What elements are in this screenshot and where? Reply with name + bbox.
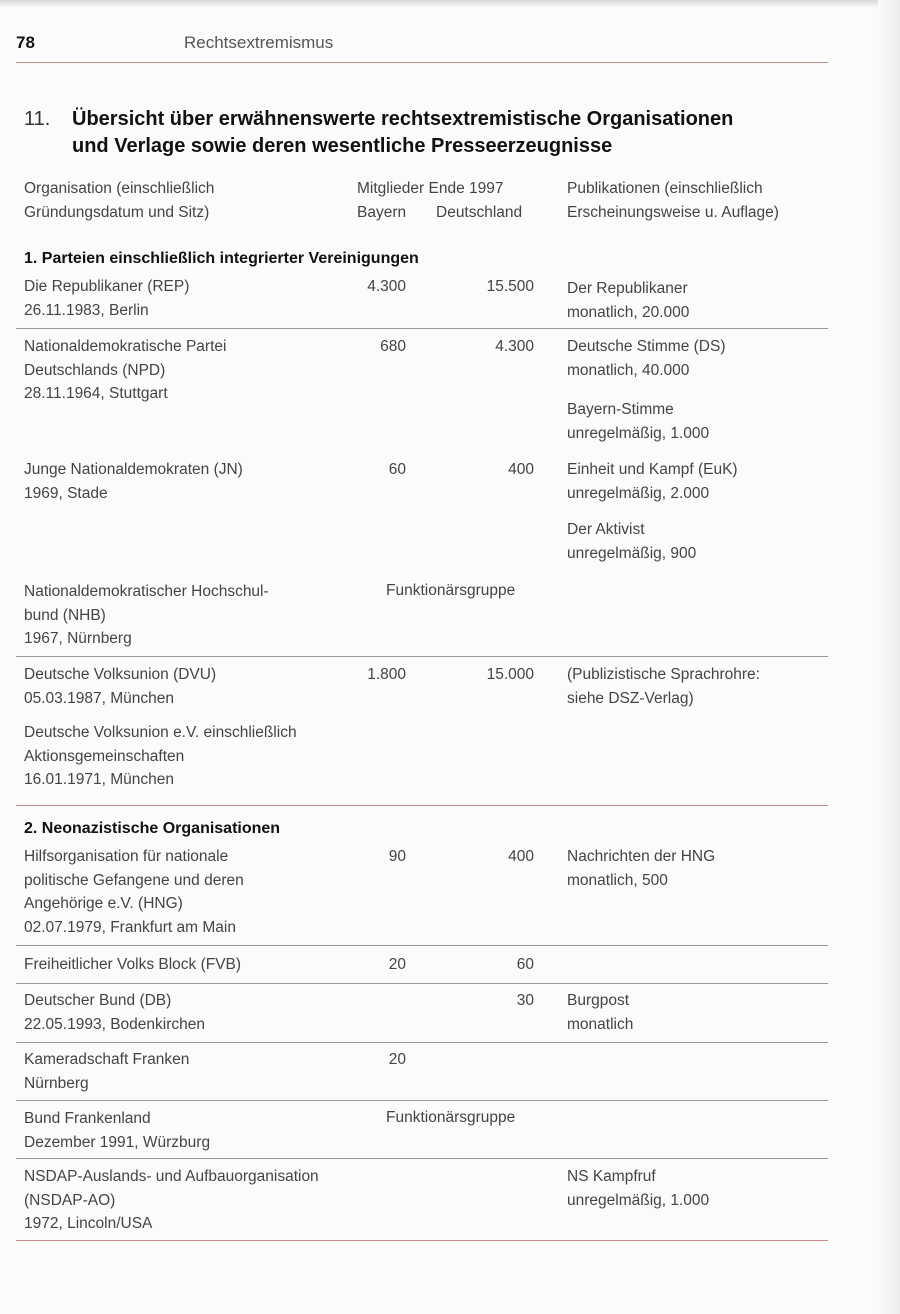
members-bayern: 1.800 [367, 666, 406, 683]
group-heading: 2. Neonazistische Organisationen [24, 820, 281, 837]
pub-line: monatlich, 20.000 [567, 303, 690, 321]
publication-cell [567, 845, 715, 892]
members-deutschland: 15.500 [486, 278, 534, 295]
org-line: Nürnberg [24, 1074, 89, 1092]
pub-line: unregelmäßig, 1.000 [567, 1191, 710, 1209]
org-line: 1967, Nürnberg [24, 630, 132, 647]
publication-cell [567, 335, 725, 382]
org-cell [24, 1165, 319, 1236]
table-bottom-rule [16, 1240, 828, 1241]
org-cell [24, 1107, 210, 1154]
members-deutschland: 30 [516, 992, 534, 1009]
page-right-shadow [878, 0, 900, 1314]
org-line: 05.03.1987, München [24, 689, 174, 707]
column-header-organisation [24, 177, 214, 225]
org-line: 1972, Lincoln/USA [24, 1215, 153, 1232]
section-title-line: Übersicht über erwähnenswerte rechtsextremistische Organisationen [72, 108, 734, 130]
org-cell [24, 458, 243, 505]
org-line: bund (NHB) [24, 606, 106, 624]
org-line: Deutschlands (NPD) [24, 361, 166, 379]
column-header-line: Mitglieder Ende 1997 [357, 180, 504, 197]
row-divider [16, 656, 828, 657]
column-header-line: Gründungsdatum und Sitz) [24, 204, 210, 221]
members-bayern: 20 [388, 1051, 406, 1068]
org-line: Deutsche Volksunion (DVU) [24, 666, 217, 683]
org-line: Angehörige e.V. (HNG) [24, 895, 183, 912]
publication-cell [567, 518, 696, 565]
group-divider [16, 805, 828, 806]
org-line: Bund Frankenland [24, 1110, 151, 1127]
section-number: 11. [24, 108, 51, 130]
pub-line: Deutsche Stimme (DS) [567, 338, 726, 355]
members-note: Funktionärsgruppe [386, 1109, 516, 1126]
column-header-line: Organisation (einschließlich [24, 180, 215, 197]
pub-line: unregelmäßig, 1.000 [567, 424, 710, 442]
members-bayern: 4.300 [367, 278, 406, 295]
org-line: Dezember 1991, Würzburg [24, 1133, 211, 1151]
pub-line: Der Aktivist [567, 521, 645, 538]
pub-line: monatlich, 500 [567, 871, 668, 889]
column-header-line: Erscheinungsweise u. Auflage) [567, 204, 779, 221]
section-title [72, 106, 812, 160]
org-line: Deutscher Bund (DB) [24, 992, 172, 1009]
publication-cell [567, 1165, 709, 1212]
org-cell [24, 335, 226, 406]
row-divider [16, 945, 828, 946]
row-divider [16, 328, 828, 329]
org-line: (NSDAP-AO) [24, 1191, 116, 1209]
pub-line: unregelmäßig, 900 [567, 544, 697, 562]
pub-line: Der Republikaner [567, 280, 688, 297]
org-line: 26.11.1983, Berlin [24, 301, 149, 319]
pub-line: Nachrichten der HNG [567, 848, 716, 865]
org-cell [24, 721, 297, 792]
pub-line: siehe DSZ-Verlag) [567, 689, 694, 707]
row-divider [16, 1042, 828, 1043]
org-line: Junge Nationaldemokraten (JN) [24, 461, 243, 478]
pub-line: unregelmäßig, 2.000 [567, 484, 710, 502]
pub-line: monatlich, 40.000 [567, 361, 690, 379]
running-title: Rechtsextremismus [184, 33, 334, 52]
org-line: NSDAP-Auslands- und Aufbauorganisation [24, 1168, 319, 1185]
org-line: Kameradschaft Franken [24, 1051, 190, 1068]
org-line: Freiheitlicher Volks Block (FVB) [24, 956, 242, 973]
row-divider [16, 1100, 828, 1101]
column-header-publications [567, 177, 779, 225]
members-deutschland: 400 [508, 848, 534, 865]
members-deutschland: 15.000 [486, 666, 534, 683]
org-cell [24, 1048, 189, 1095]
org-line: Aktionsgemeinschaften [24, 747, 185, 765]
pub-line: Bayern-Stimme [567, 401, 674, 418]
org-line: 16.01.1971, München [24, 771, 174, 788]
members-bayern: 20 [388, 956, 406, 973]
org-cell [24, 953, 241, 977]
page-header [16, 33, 828, 61]
org-line: Nationaldemokratische Partei [24, 338, 227, 355]
publication-cell [567, 458, 738, 505]
org-line: 02.07.1979, Frankfurt am Main [24, 918, 236, 936]
column-header-bayern: Bayern [357, 204, 407, 221]
row-divider [16, 983, 828, 984]
org-line: Hilfsorganisation für nationale [24, 848, 229, 865]
members-bayern: 680 [380, 338, 406, 355]
publication-cell [567, 398, 709, 445]
org-line: 28.11.1964, Stuttgart [24, 385, 168, 402]
members-note: Funktionärsgruppe [386, 582, 516, 599]
members-deutschland: 400 [508, 461, 534, 478]
header-rule [16, 62, 828, 63]
org-line: Die Republikaner (REP) [24, 278, 190, 295]
publication-cell [567, 663, 760, 710]
group-heading: 1. Parteien einschließlich integrierter Vereinigungen [24, 250, 419, 267]
page-top-shadow [0, 0, 900, 8]
org-line: 22.05.1993, Bodenkirchen [24, 1015, 205, 1033]
org-cell [24, 989, 205, 1036]
pub-line: (Publizistische Sprachrohre: [567, 666, 760, 683]
org-line: Deutsche Volksunion e.V. einschließlich [24, 724, 297, 741]
column-header-subline [357, 201, 537, 225]
section-title-line: und Verlage sowie deren wesentliche Presseerzeugnisse [72, 135, 613, 157]
publication-cell [567, 277, 689, 324]
pub-line: monatlich [567, 1015, 634, 1033]
org-line: politische Gefangene und deren [24, 871, 244, 889]
org-line: Nationaldemokratischer Hochschul- [24, 583, 269, 600]
page-number: 78 [16, 33, 35, 52]
org-cell [24, 275, 189, 322]
org-cell [24, 580, 269, 651]
members-bayern: 90 [388, 848, 406, 865]
pub-line: Einheit und Kampf (EuK) [567, 461, 738, 478]
row-divider [16, 1158, 828, 1159]
column-header-deutschland: Deutschland [436, 204, 523, 221]
publication-cell [567, 989, 633, 1036]
org-cell [24, 845, 244, 939]
pub-line: NS Kampfruf [567, 1168, 656, 1185]
pub-line: Burgpost [567, 992, 630, 1009]
org-line: 1969, Stade [24, 484, 108, 502]
column-header-members [357, 177, 537, 225]
org-cell [24, 663, 216, 710]
members-deutschland: 4.300 [495, 338, 534, 355]
members-bayern: 60 [388, 461, 406, 478]
column-header-line: Publikationen (einschließlich [567, 180, 763, 197]
members-deutschland: 60 [516, 956, 534, 973]
